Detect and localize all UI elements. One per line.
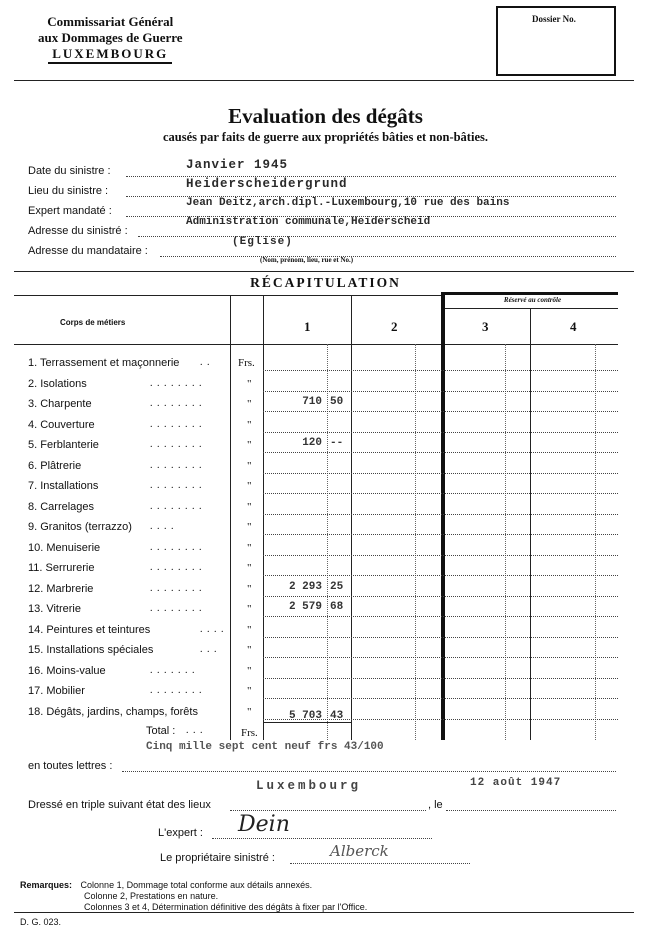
- page-title: Evaluation des dégâts: [228, 104, 423, 128]
- row-amount-int: [266, 537, 322, 555]
- section-divider: [14, 271, 634, 272]
- row-amount-int: [266, 660, 322, 678]
- vline-col3-dec: [505, 344, 506, 740]
- expert-label: L'expert :: [158, 827, 203, 839]
- row-amount-int: [266, 639, 322, 657]
- field-adresse-label: Adresse du sinistré :: [28, 225, 128, 237]
- row-amount-dec: --: [330, 437, 344, 449]
- dresse-place: Luxembourg: [256, 779, 362, 793]
- row-line: [263, 391, 618, 392]
- row-leader: . . . . . . . .: [150, 398, 203, 409]
- row-leader: . . . . . . . .: [150, 583, 203, 594]
- total-label: Total :: [146, 725, 176, 737]
- row-currency: ": [247, 583, 252, 595]
- row-amount-dec: [330, 660, 350, 678]
- table-top-rule: [14, 295, 444, 296]
- corps-header: Corps de métiers: [60, 318, 126, 327]
- total-amount-dec: 43: [330, 710, 344, 722]
- row-leader: . .: [200, 357, 211, 368]
- header-divider: [14, 80, 634, 81]
- row-label: 16. Moins-value: [28, 665, 106, 677]
- row-amount-dec: [330, 496, 350, 514]
- row-label: 12. Marbrerie: [28, 583, 94, 595]
- dossier-box: [496, 6, 616, 76]
- row-leader: . . .: [200, 644, 218, 655]
- field-date-value: Janvier 1945: [186, 158, 289, 172]
- vline-col4-dec: [595, 344, 596, 740]
- owner-line: [290, 863, 470, 864]
- recap-title: RÉCAPITULATION: [250, 275, 401, 290]
- row-line: [263, 555, 618, 556]
- row-line: [263, 575, 618, 576]
- row-amount-dec: [330, 455, 350, 473]
- field-adresse-value: Administration communale,Heiderscheid: [186, 216, 431, 228]
- dresse-date-line: [446, 810, 616, 811]
- row-amount-int: 710: [302, 396, 322, 408]
- vline-col1: [351, 296, 352, 740]
- row-currency: ": [247, 398, 252, 410]
- vline-currency: [263, 296, 264, 740]
- total-amount-int: 5 703: [288, 710, 322, 722]
- row-leader: . . . . . . . .: [150, 603, 203, 614]
- field-expert-value: Jean Deitz,arch.dipl.-Luxembourg,10 rue des bains: [186, 197, 510, 209]
- total-currency: Frs.: [241, 727, 258, 739]
- row-currency: ": [247, 603, 252, 615]
- row-currency: Frs.: [238, 357, 255, 369]
- row-line: [263, 657, 618, 658]
- row-label: 9. Granitos (terrazzo): [28, 521, 132, 533]
- row-line: [263, 473, 618, 474]
- reserved-top-rule: [442, 292, 618, 295]
- vline-col1-dec: [327, 344, 328, 740]
- col-header-4: 4: [570, 319, 577, 334]
- vline-label: [230, 296, 231, 740]
- row-amount-dec: [330, 352, 350, 370]
- row-amount-dec: 68: [330, 601, 344, 613]
- row-currency: ": [247, 419, 252, 431]
- field-lieu-value: Heiderscheidergrund: [186, 177, 348, 191]
- row-label: 7. Installations: [28, 480, 99, 492]
- row-amount-dec: 25: [330, 581, 344, 593]
- row-currency: ": [247, 685, 252, 697]
- row-leader: . . . . . . . .: [150, 562, 203, 573]
- remarks-heading: Remarques:: [20, 880, 73, 890]
- row-line: [263, 370, 618, 371]
- form-code: D. G. 023.: [20, 917, 62, 927]
- field-mandataire-line: [160, 256, 616, 257]
- remarks-line-1: Colonne 1, Dommage total conforme aux détails annexés.: [80, 880, 313, 890]
- row-amount-dec: 50: [330, 396, 344, 408]
- row-currency: ": [247, 542, 252, 554]
- row-label: 6. Plâtrerie: [28, 460, 82, 472]
- issuer-line-3: LUXEMBOURG: [48, 46, 172, 64]
- row-line: [263, 596, 618, 597]
- row-line: [263, 637, 618, 638]
- row-leader: . . . . . . . .: [150, 480, 203, 491]
- row-amount-dec: [330, 639, 350, 657]
- row-amount-dec: [330, 373, 350, 391]
- row-amount-int: 2 579: [288, 601, 322, 613]
- col-header-2: 2: [391, 319, 398, 334]
- row-line: [263, 678, 618, 679]
- vline-col2-dec: [415, 344, 416, 740]
- header-bottom-rule: [14, 344, 618, 345]
- field-adresse-line: [138, 236, 616, 237]
- row-amount-int: [266, 414, 322, 432]
- row-amount-dec: [330, 619, 350, 637]
- row-currency: ": [247, 378, 252, 390]
- row-amount-int: 2 293: [288, 581, 322, 593]
- row-line: [263, 493, 618, 494]
- row-label: 15. Installations spéciales: [28, 644, 154, 656]
- row-amount-int: [266, 352, 322, 370]
- row-line: [263, 432, 618, 433]
- row-line: [263, 514, 618, 515]
- row-label: 1. Terrassement et maçonnerie: [28, 357, 180, 369]
- row-amount-dec: [330, 475, 350, 493]
- page-subtitle: causés par faits de guerre aux propriétés bâties et non-bâties.: [163, 130, 488, 144]
- row-leader: . . . . . . . .: [150, 501, 203, 512]
- row-amount-int: [266, 557, 322, 575]
- field-mandataire-label: Adresse du mandataire :: [28, 245, 148, 257]
- row-currency: ": [247, 562, 252, 574]
- row-leader: . . . . . . . .: [150, 378, 203, 389]
- row-currency: ": [247, 644, 252, 656]
- issuer-header: [38, 14, 183, 64]
- row-amount-int: 120: [302, 437, 322, 449]
- row-line: [263, 698, 618, 699]
- row-amount-dec: [330, 414, 350, 432]
- owner-signature: Alberck: [330, 842, 389, 860]
- col-header-1: 1: [304, 319, 311, 334]
- lettres-value: Cinq mille sept cent neuf frs 43/100: [146, 741, 384, 753]
- vline-reserved: [441, 292, 445, 740]
- total-leader: . . .: [186, 725, 204, 736]
- dossier-label: Dossier No.: [532, 14, 576, 24]
- row-label: 17. Mobilier: [28, 685, 85, 697]
- remarks: [20, 880, 367, 913]
- row-amount-dec: [330, 537, 350, 555]
- row-line: [263, 411, 618, 412]
- row-label: 18. Dégâts, jardins, champs, forêts: [28, 706, 198, 718]
- row-label: 4. Couverture: [28, 419, 95, 431]
- row-leader: . . . . . . . .: [150, 419, 203, 430]
- row-amount-int: [266, 496, 322, 514]
- row-currency: ": [247, 460, 252, 472]
- owner-label: Le propriétaire sinistré :: [160, 852, 275, 864]
- row-currency: ": [247, 501, 252, 513]
- reserved-label: Réservé au contrôle: [503, 296, 562, 304]
- row-leader: . . . . . . . .: [150, 542, 203, 553]
- row-amount-int: [266, 455, 322, 473]
- row-leader: . . . .: [200, 624, 225, 635]
- dresse-date: 12 août 1947: [470, 777, 562, 789]
- row-label: 5. Ferblanterie: [28, 439, 99, 451]
- footer-rule: [14, 912, 634, 913]
- row-currency: ": [247, 665, 252, 677]
- row-currency: ": [247, 521, 252, 533]
- row-label: 11. Serrurerie: [28, 562, 95, 574]
- row-label: 13. Vitrerie: [28, 603, 81, 615]
- row-line: [263, 616, 618, 617]
- row-line: [263, 452, 618, 453]
- row-label: 10. Menuiserie: [28, 542, 101, 554]
- field-lieu-label: Lieu du sinistre :: [28, 185, 109, 197]
- issuer-line-1: Commissariat Général: [47, 14, 174, 29]
- total-rule: [263, 722, 351, 723]
- row-amount-int: [266, 373, 322, 391]
- row-leader: . . . .: [150, 521, 175, 532]
- expert-line: [212, 838, 432, 839]
- expert-signature: Dein: [238, 812, 290, 837]
- field-date-label: Date du sinistre :: [28, 165, 111, 177]
- row-currency: ": [247, 706, 252, 718]
- dresse-label: Dressé en triple suivant état des lieux: [28, 799, 211, 811]
- field-mandataire-value: (Eglise): [232, 236, 293, 248]
- remarks-line-3: Colonnes 3 et 4, Détermination définitive des dégâts à fixer par l'Office.: [84, 902, 368, 912]
- row-line: [263, 534, 618, 535]
- col-header-3: 3: [482, 319, 489, 334]
- row-label: 8. Carrelages: [28, 501, 95, 513]
- row-amount-int: [266, 619, 322, 637]
- row-amount-int: [266, 680, 322, 698]
- issuer-line-2: aux Dommages de Guerre: [38, 30, 183, 45]
- row-currency: ": [247, 439, 252, 451]
- address-note: (Nom, prénom, lieu, rue et No.): [260, 256, 354, 264]
- row-leader: . . . . . . . .: [150, 685, 203, 696]
- row-leader: . . . . . . . .: [150, 460, 203, 471]
- row-amount-dec: [330, 516, 350, 534]
- row-leader: . . . . . . . .: [150, 439, 203, 450]
- row-label: 2. Isolations: [28, 378, 87, 390]
- vline-col3: [530, 308, 531, 740]
- row-amount-dec: [330, 557, 350, 575]
- row-leader: . . . . . . .: [150, 665, 196, 676]
- row-amount-int: [266, 516, 322, 534]
- lettres-label: en toutes lettres :: [28, 760, 113, 772]
- row-currency: ": [247, 624, 252, 636]
- row-currency: ": [247, 480, 252, 492]
- row-amount-int: [266, 475, 322, 493]
- lettres-line: [122, 771, 616, 772]
- dresse-le: , le: [428, 799, 443, 811]
- row-label: 3. Charpente: [28, 398, 92, 410]
- row-label: 14. Peintures et teintures: [28, 624, 151, 636]
- row-amount-dec: [330, 680, 350, 698]
- field-expert-label: Expert mandaté :: [28, 205, 112, 217]
- dresse-place-line: [230, 810, 426, 811]
- remarks-line-2: Colonne 2, Prestations en nature.: [84, 891, 219, 901]
